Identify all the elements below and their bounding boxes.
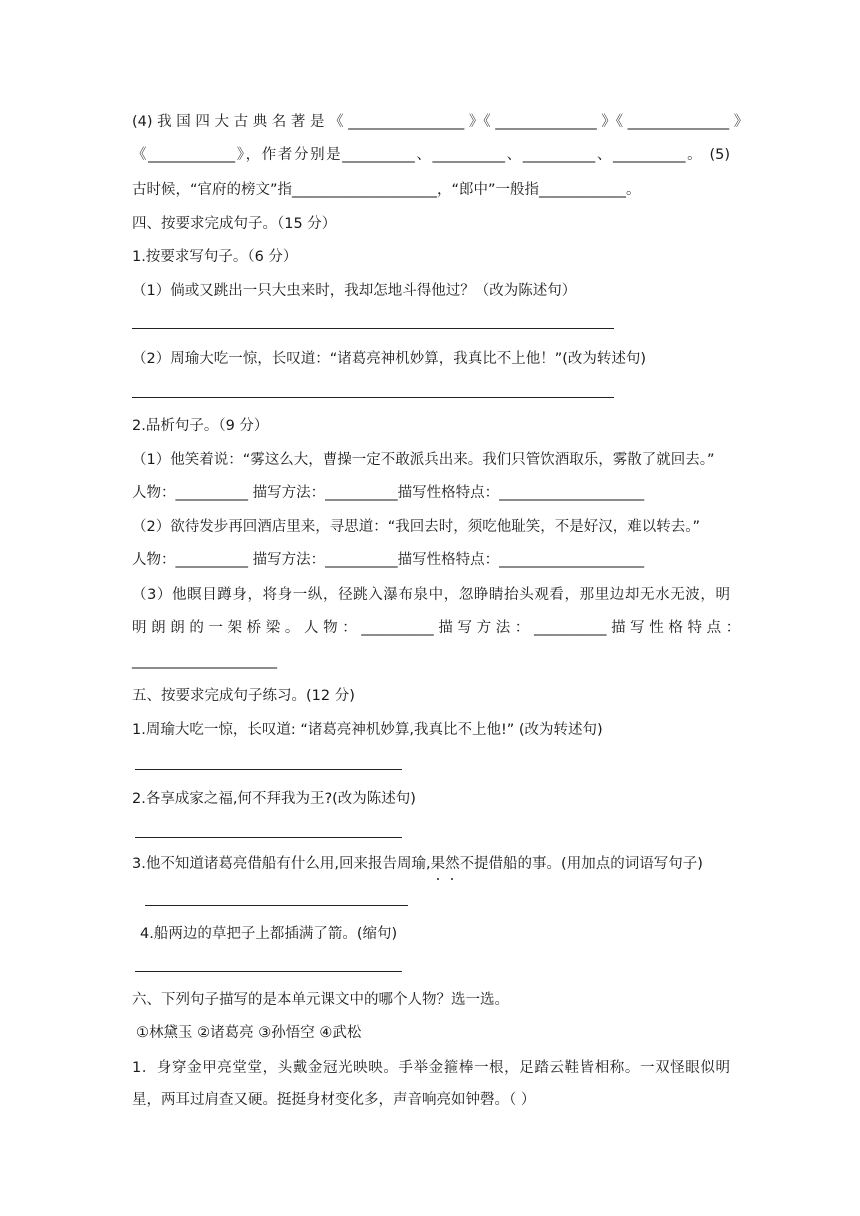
part-1-title: 1.按要求写句子。（6 分） xyxy=(132,249,298,265)
classics-question-line-2: 《____________》，作者分别是__________、__________、__________、__________。 (5) xyxy=(132,147,730,163)
section-6-title: 六、下列句子描写的是本单元课文中的哪个人物？选一选。 xyxy=(132,992,509,1008)
part-2-title: 2.品析句子。（9 分） xyxy=(132,418,269,434)
question-4-2-3-line-2: 明 朗 朗 的 一 架 桥 梁 。 人 物 ： __________ 描 写 方 法 ： __________ 描 写 性 格 特 点 ： xyxy=(132,620,741,636)
question-6-1-line-2: 星，两耳过肩查又硬。挺挺身材变化多，声音响亮如钟磬。（ ） xyxy=(132,1092,536,1108)
classics-question-line-3: 古时候，“官府的榜文”指____________________，“郎中”一般指____________。 xyxy=(132,182,641,198)
question-4-2-1: （1）他笑着说：“雾这么大，曹操一定不敢派兵出来。我们只管饮酒取乐，雾散了就回去。” xyxy=(132,452,715,468)
question-4-2-2: （2）欲待发步再回酒店里来，寻思道：“我回去时，须吃他耻笑，不是好汉，难以转去。” xyxy=(132,519,700,535)
answer-line[interactable] xyxy=(145,905,408,906)
question-4-2-3-line-1: （3）他瞑目蹲身，将身一纵，径跳入瀑布泉中，忽睁睛抬头观看，那里边却无水无波，明 xyxy=(132,587,730,603)
question-4-2-2-fields: 人物：__________ 描写方法：__________描写性格特点：____________________ xyxy=(132,552,645,568)
answer-line[interactable] xyxy=(135,837,402,838)
dotted-char: 然 xyxy=(445,856,460,872)
question-5-4: 4.船两边的草把子上都插满了箭。(缩句) xyxy=(140,926,398,942)
question-4-2-1-fields: 人物：__________ 描写方法：__________描写性格特点：____________________ xyxy=(132,485,645,501)
answer-line[interactable] xyxy=(132,397,614,398)
question-6-1-line-1: 1．身穿金甲亮堂堂，头戴金冠光映映。手举金箍棒一根，足踏云鞋皆相称。一双怪眼似明 xyxy=(132,1060,730,1076)
question-4-2-3-line-3: ____________________ xyxy=(132,653,277,669)
dotted-char: 果 xyxy=(430,856,446,872)
classics-question-line-1: (4) 我 国 四 大 古 典 名 著 是 《 ________________ 》《 ______________ 》《 ______________ 》 xyxy=(132,114,749,130)
question-5-2: 2.各享成家之福,何不拜我为王?(改为陈述句) xyxy=(132,791,416,807)
answer-line[interactable] xyxy=(135,769,402,770)
question-5-3-before: 3.他不知道诸葛亮借船有什么用,回来报告周瑜, xyxy=(132,856,431,872)
answer-line[interactable] xyxy=(135,971,402,972)
question-5-3 xyxy=(132,854,703,874)
question-5-3-after: 不提借船的事。(用加点的词语写句子) xyxy=(459,856,703,872)
question-5-1: 1.周瑜大吃一惊，长叹道: “诸葛亮神机妙算,我真比不上他!” (改为转述句) xyxy=(132,722,603,738)
question-4-1-1: （1）倘或又跳出一只大虫来时，我却怎地斗得他过？（改为陈述句） xyxy=(132,283,577,299)
section-6-options: ①林黛玉 ②诸葛亮 ③孙悟空 ④武松 xyxy=(136,1025,362,1041)
question-4-1-2: （2）周瑜大吃一惊，长叹道：“诸葛亮神机妙算，我真比不上他！”(改为转述句) xyxy=(132,351,647,367)
section-4-title: 四、按要求完成句子。（15 分） xyxy=(132,216,337,232)
section-5-title: 五、按要求完成句子练习。(12 分) xyxy=(132,688,355,704)
answer-line[interactable] xyxy=(132,328,614,329)
